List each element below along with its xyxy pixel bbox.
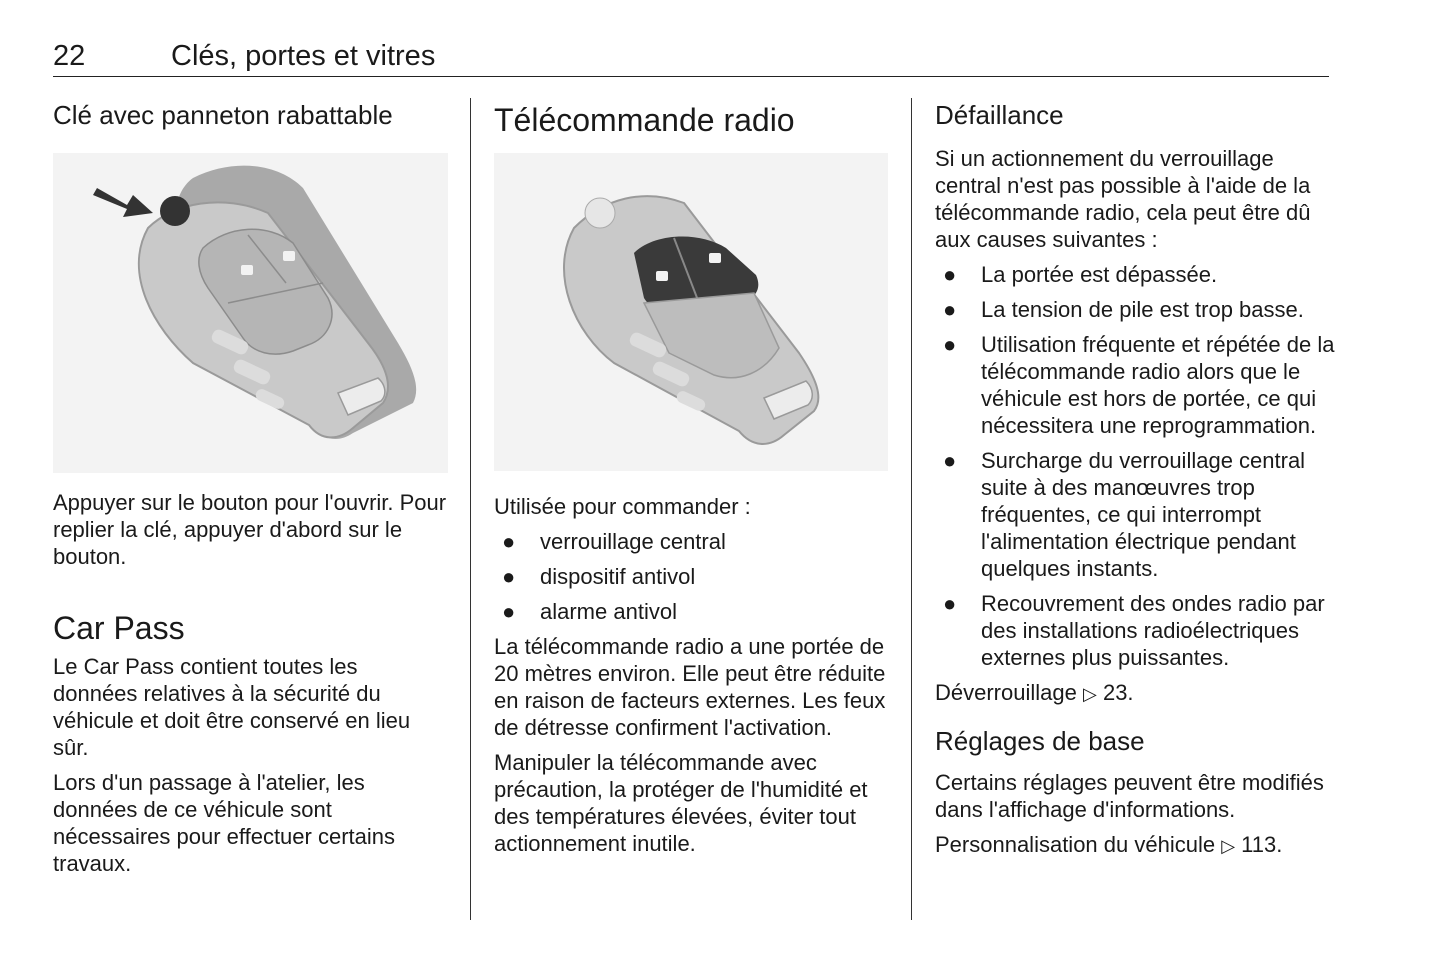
car-pass-paragraph-2: Lors d'un passage à l'atelier, les données de ce véhicule sont nécessaires pour effectuer certains travaux. (53, 770, 395, 876)
failure-paragraph: Si un actionnement du verrouillage central n'est pas possible à l'aide de la télécommande radio, cela peut être dû aux causes suivantes : (935, 146, 1311, 252)
page-header (53, 40, 1329, 77)
list-item: ● Recouvrement des ondes radio par des installations radioélectriques externes plus puissantes. (943, 591, 1325, 670)
remote-functions-list (494, 528, 892, 625)
list-item: ● verrouillage central (502, 529, 726, 554)
remote-handling-paragraph: Manipuler la télécommande avec précaution, la protéger de l'humidité et des températures élevées, éviter tout actionnement inutile. (494, 750, 868, 856)
page-reference-arrow-icon: ▷ (1221, 836, 1236, 856)
section-heading-failure: Défaillance (935, 100, 1064, 130)
list-item: ● alarme antivol (502, 599, 677, 624)
page-number: 22 (53, 40, 86, 72)
column-divider (911, 98, 912, 920)
car-pass-paragraph-1: Le Car Pass contient toutes les données relatives à la sécurité du véhicule et doit être conservé en lieu sûr. (53, 654, 411, 760)
column-left (53, 98, 448, 877)
unlock-reference[interactable]: Déverrouillage ▷ 23. (935, 680, 1134, 705)
remote-range-paragraph: La télécommande radio a une portée de 20 mètres environ. Elle peut être réduite en raison de facteurs externes. Les feux de détresse confirment l'activation. (494, 634, 886, 740)
column-divider (470, 98, 471, 920)
list-item: ● dispositif antivol (502, 564, 696, 589)
column-right (935, 98, 1335, 860)
chapter-title: Clés, portes et vitres (171, 40, 436, 72)
list-item: ● La portée est dépassée. (943, 262, 1218, 287)
flip-key-icon (53, 153, 448, 473)
page-reference-arrow-icon: ▷ (1082, 684, 1097, 704)
remote-intro: Utilisée pour commander : (494, 494, 751, 519)
basic-settings-paragraph: Certains réglages peuvent être modifiés dans l'affichage d'informations. (935, 770, 1324, 822)
section-heading-remote: Télécommande radio (494, 102, 795, 138)
failure-causes-list (935, 261, 1335, 671)
section-heading-car-pass: Car Pass (53, 610, 185, 646)
section-heading-basic-settings: Réglages de base (935, 726, 1145, 756)
list-item: ● Utilisation fréquente et répétée de la télécommande radio alors que le véhicule est hors de portée, ce qui nécessitera une reprogrammation. (943, 332, 1335, 438)
flip-key-instructions: Appuyer sur le bouton pour l'ouvrir. Pour replier la clé, appuyer d'abord sur le bouton. (53, 490, 447, 569)
remote-key-icon (494, 153, 888, 471)
personalisation-reference[interactable]: Personnalisation du véhicule ▷ 113. (935, 832, 1283, 857)
list-item: ● Surcharge du verrouillage central suite à des manœuvres trop fréquentes, ce qui interrompt l'alimentation électrique pendant quelques instants. (943, 448, 1306, 581)
column-middle (494, 98, 892, 857)
list-item: ● La tension de pile est trop basse. (943, 297, 1304, 322)
section-heading-flip-key: Clé avec panneton rabattable (53, 100, 393, 130)
